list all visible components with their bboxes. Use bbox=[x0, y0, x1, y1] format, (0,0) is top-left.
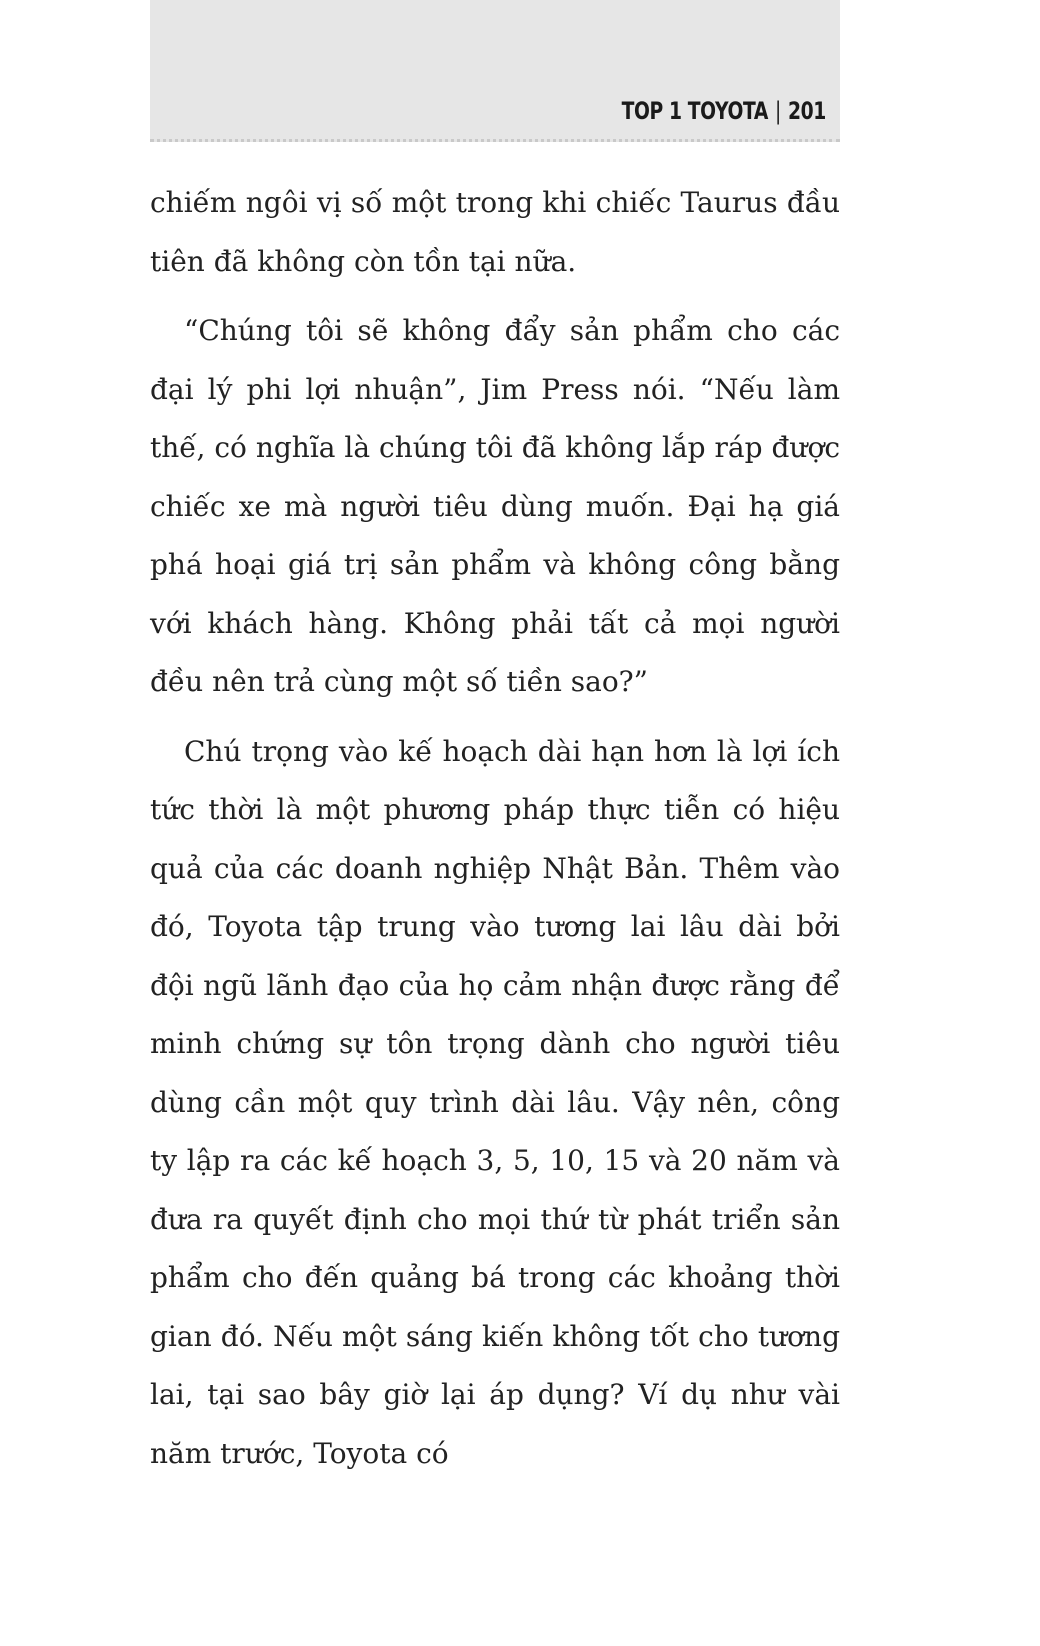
header-separator: | bbox=[775, 97, 782, 125]
paragraph-long-term-planning: Chú trọng vào kế hoạch dài hạn hơn là lợi ích tức thời là một phương pháp thực tiễn có hiệu quả của các doanh nghiệp Nhật Bản. Thêm vào đó, Toyota tập trung vào tương lai lâu dài bởi đội ngũ lãnh đạo của họ cảm nhận được rằng để minh chứng sự tôn trọng dành cho người tiêu dùng cần một quy trình dài lâu. Vậy nên, công ty lập ra các kế hoạch 3, 5, 10, 15 và 20 năm và đưa ra quyết định cho mọi thứ từ phát triển sản phẩm cho đến quảng bá trong các khoảng thời gian đó. Nếu một sáng kiến không tốt cho tương lai, tại sao bây giờ lại áp dụng? Ví dụ như vài năm trước, Toyota có bbox=[150, 734, 840, 1470]
book-title: TOP 1 TOYOTA bbox=[621, 97, 769, 125]
paragraph-continued: chiếm ngôi vị số một trong khi chiếc Taurus đầu tiên đã không còn tồn tại nữa. bbox=[150, 186, 840, 278]
running-head-text bbox=[622, 97, 826, 125]
paragraph-quote: “Chúng tôi sẽ không đẩy sản phẩm cho các đại lý phi lợi nhuận”, Jim Press nói. “Nếu làm thế, có nghĩa là chúng tôi đã không lắp ráp được chiếc xe mà người tiêu dùng muốn. Đại hạ giá phá hoại giá trị sản phẩm và không công bằng với khách hàng. Không phải tất cả mọi người đều nên trả cùng một số tiền sao?” bbox=[150, 314, 840, 698]
page-body bbox=[150, 174, 840, 1494]
page-number: 201 bbox=[788, 97, 826, 125]
running-header bbox=[150, 0, 840, 142]
